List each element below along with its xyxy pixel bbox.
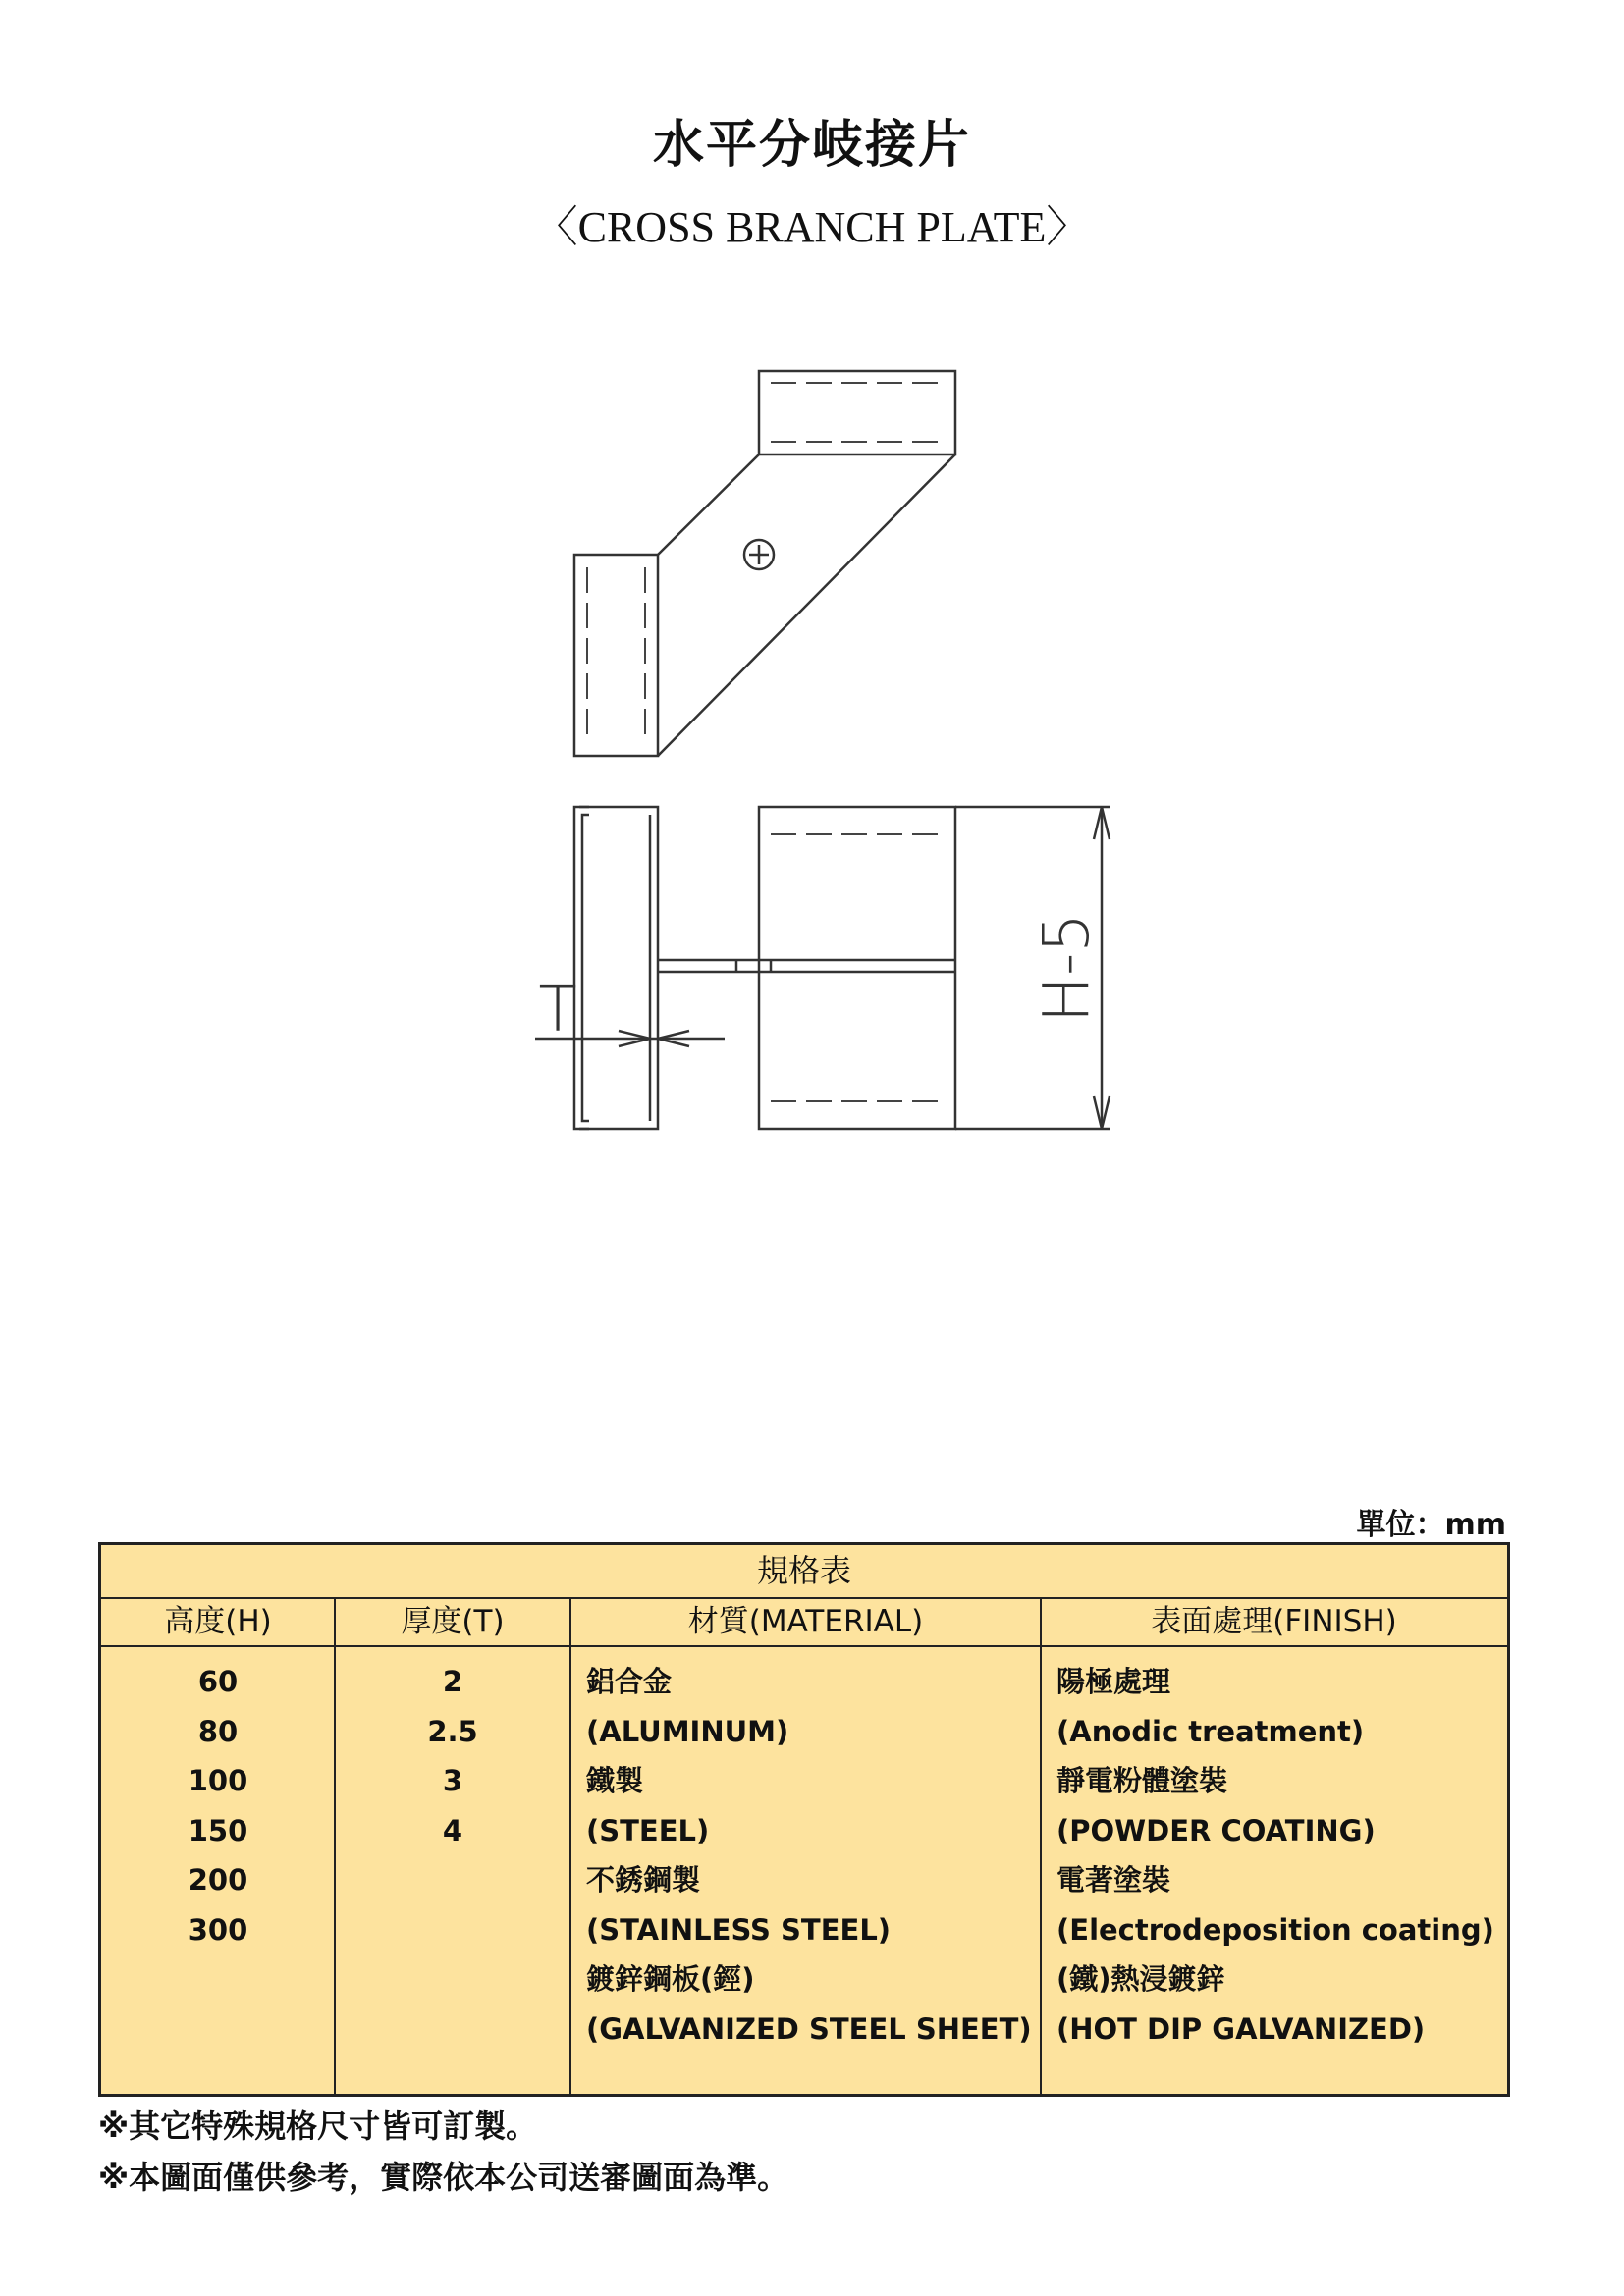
height-value: 60 <box>197 1665 239 1698</box>
finish-column <box>1056 1657 1503 2054</box>
column-divider <box>1040 1597 1042 2094</box>
material-column <box>586 1657 1038 2054</box>
finish-item: 靜電粉體塗裝 <box>1056 1764 1228 1797</box>
height-value: 150 <box>188 1813 248 1847</box>
thickness-value: 2 <box>442 1665 463 1698</box>
finish-item: (HOT DIP GALVANIZED) <box>1056 2011 1426 2046</box>
diagonal-web-lower <box>658 454 955 756</box>
spec-table-caption: 規格表 <box>101 1545 1507 1599</box>
material-item: (STEEL) <box>586 1813 710 1847</box>
material-item: 不銹鋼製 <box>586 1863 701 1896</box>
finish-item: (Anodic treatment) <box>1056 1714 1365 1748</box>
dim-height-label: H-5 <box>1031 913 1104 1023</box>
c-channel-inner <box>582 815 589 1121</box>
material-item: 鍍鋅鋼板(鋞) <box>586 1962 755 1996</box>
thickness-value: 2.5 <box>427 1714 478 1748</box>
header-thickness: 厚度(T) <box>335 1597 570 1647</box>
finish-item: (POWDER COATING) <box>1056 1813 1376 1847</box>
header-material: 材質(MATERIAL) <box>570 1597 1041 1647</box>
thickness-value: 4 <box>442 1813 463 1847</box>
footnote: ※其它特殊規格尺寸皆可訂製。 <box>98 2108 538 2145</box>
footnotes <box>98 2101 788 2203</box>
finish-item: (Electrodeposition coating) <box>1056 1912 1494 1947</box>
unit-label: 單位：mm <box>1356 1508 1506 1542</box>
height-value: 80 <box>197 1714 239 1748</box>
front-view-plate <box>759 807 955 1129</box>
material-item: (GALVANIZED STEEL SHEET) <box>586 2011 1032 2046</box>
header-height: 高度(H) <box>101 1597 335 1647</box>
c-channel-back <box>579 807 658 1129</box>
header-finish: 表面處理(FINISH) <box>1041 1597 1507 1647</box>
material-item: 鐵製 <box>586 1764 644 1797</box>
diagonal-web-upper <box>658 454 759 555</box>
spec-table <box>98 1542 1510 2097</box>
height-column <box>101 1657 335 1954</box>
material-item: (ALUMINUM) <box>586 1714 789 1748</box>
finish-item: 電著塗裝 <box>1056 1863 1171 1896</box>
thickness-column <box>335 1657 570 1855</box>
page-title: 水平分岐接片 <box>652 116 971 175</box>
height-value: 200 <box>188 1863 248 1896</box>
page-subtitle: 〈CROSS BRANCH PLATE〉 <box>534 203 1090 251</box>
material-item: 鋁合金 <box>586 1665 673 1698</box>
footnote: ※本圖面僅供參考，實際依本公司送審圖面為準。 <box>98 2159 789 2196</box>
finish-item: 陽極處理 <box>1056 1665 1171 1698</box>
finish-item: (鐵)熱浸鍍鋅 <box>1056 1962 1225 1996</box>
height-value: 100 <box>188 1764 248 1797</box>
height-value: 300 <box>188 1912 248 1947</box>
dim-thickness-label: T <box>538 974 577 1046</box>
material-item: (STAINLESS STEEL) <box>586 1912 892 1947</box>
thickness-value: 3 <box>442 1764 463 1797</box>
